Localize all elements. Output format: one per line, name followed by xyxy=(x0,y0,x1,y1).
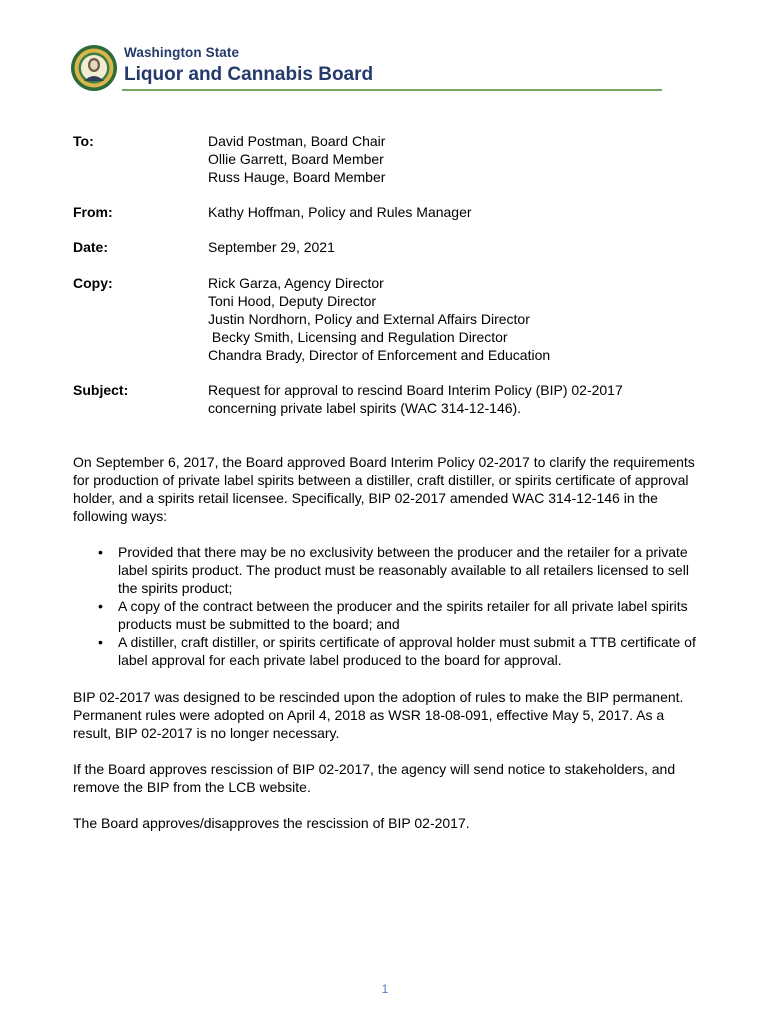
to-recipients xyxy=(208,132,728,186)
letterhead xyxy=(70,42,662,92)
subject-value xyxy=(208,381,728,417)
list-item-text: A copy of the contract between the producer and the spirits retailer for all private label spirits products must be submitted to the board; and xyxy=(118,598,688,632)
copy-recipient: Rick Garza, Agency Director xyxy=(208,275,384,291)
notice-paragraph: If the Board approves rescission of BIP 02-2017, the agency will send notice to stakeholders, and remove the BIP from the LCB website. xyxy=(73,761,676,795)
org-name-line1: Washington State xyxy=(124,45,240,60)
list-item xyxy=(73,597,703,633)
state-seal-logo xyxy=(70,44,118,92)
list-item xyxy=(73,543,703,597)
list-item-text: Provided that there may be no exclusivity between the producer and the retailer for a private label spirits product. The product must be reasonably available to all retailers licensed to sell the spirits product; xyxy=(118,544,689,596)
to-label: To: xyxy=(73,133,94,149)
bullet-icon: • xyxy=(98,634,103,650)
copy-recipient: Chandra Brady, Director of Enforcement and Education xyxy=(208,347,551,363)
from-label: From: xyxy=(73,204,113,220)
copy-recipients xyxy=(208,274,728,364)
subject-line: Request for approval to rescind Board Interim Policy (BIP) 02-2017 xyxy=(208,382,623,398)
date-label: Date: xyxy=(73,239,109,255)
copy-label: Copy: xyxy=(73,275,113,291)
decision-paragraph: The Board approves/disapproves the rescission of BIP 02-2017. xyxy=(73,815,470,831)
bullet-icon: • xyxy=(98,544,103,560)
copy-recipient: Justin Nordhorn, Policy and External Affairs Director xyxy=(208,311,530,327)
memo-date-text: September 29, 2021 xyxy=(208,239,335,255)
date-value xyxy=(208,238,728,256)
copy-recipient: Toni Hood, Deputy Director xyxy=(208,293,377,309)
organization-name xyxy=(124,45,373,86)
to-recipient: David Postman, Board Chair xyxy=(208,133,386,149)
from-sender: Kathy Hoffman, Policy and Rules Manager xyxy=(208,204,472,220)
list-item-text: A distiller, craft distiller, or spirits certificate of approval holder must submit a TTB certificate of label approval for each private label produced to the board for approval. xyxy=(118,634,696,668)
list-item xyxy=(73,633,703,669)
from-value xyxy=(208,203,728,221)
subject-label: Subject: xyxy=(73,382,129,398)
org-name-line2: Liquor and Cannabis Board xyxy=(124,64,374,85)
page-number: 1 xyxy=(381,982,389,996)
amendment-list xyxy=(73,543,703,669)
intro-paragraph: On September 6, 2017, the Board approved Board Interim Policy 02-2017 to clarify the requirements for production of private label spirits between a distiller, craft distiller, or spirits certificate of approval holder, and a spirits retail licensee. Specifically, BIP 02-2017 amended WAC 314-12-146 in the following ways: xyxy=(73,454,695,524)
bullet-icon: • xyxy=(98,598,103,614)
rescission-paragraph: BIP 02-2017 was designed to be rescinded upon the adoption of rules to make the BIP permanent. Permanent rules were adopted on April 4, 2018 as WSR 18-08-091, effective May 5, 2017. As a result, BIP 02-2017 is no longer necessary. xyxy=(73,689,684,741)
copy-recipient: Becky Smith, Licensing and Regulation Director xyxy=(208,329,508,345)
to-recipient: Russ Hauge, Board Member xyxy=(208,169,386,185)
header-divider xyxy=(122,89,662,91)
subject-line: concerning private label spirits (WAC 314-12-146). xyxy=(208,400,522,416)
to-recipient: Ollie Garrett, Board Member xyxy=(208,151,384,167)
